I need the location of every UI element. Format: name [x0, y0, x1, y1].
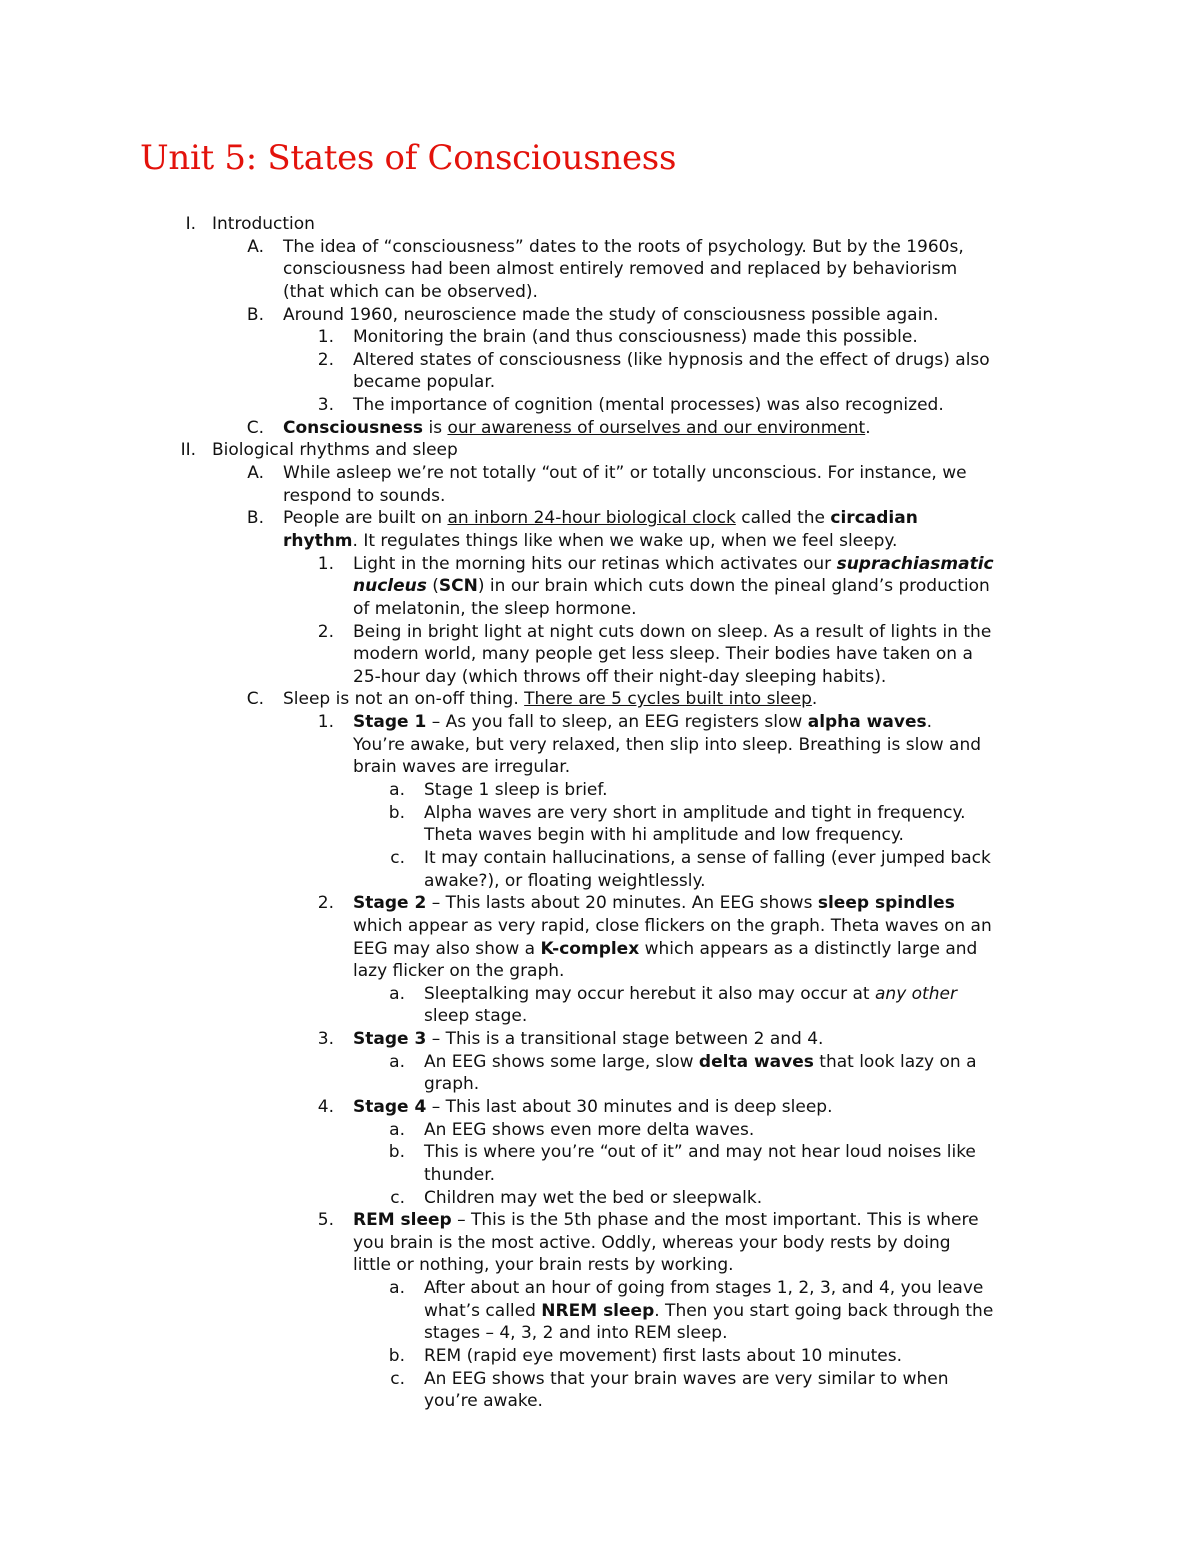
- text-run: is: [423, 417, 448, 438]
- outline-line: [0, 394, 1200, 417]
- text-run: Sleeptalking may occur herebut it also may occur at: [424, 983, 875, 1004]
- line-text: [353, 1028, 823, 1051]
- list-marker: 1.: [317, 327, 334, 348]
- page-title: Unit 5: States of Consciousness: [140, 138, 677, 178]
- text-run: Stage 1 sleep is brief.: [424, 780, 608, 801]
- list-marker: a.: [389, 780, 405, 801]
- list-marker: c.: [390, 1187, 405, 1208]
- line-text: [283, 507, 918, 530]
- text-run: .: [926, 712, 932, 733]
- line-text: [353, 734, 981, 757]
- line-text: [353, 915, 992, 938]
- text-run: – This lasts about 20 minutes. An EEG shows: [426, 893, 818, 914]
- list-marker: b.: [388, 1142, 405, 1163]
- underlined-phrase: our awareness of ourselves and our environment: [447, 417, 866, 438]
- line-text: [353, 666, 886, 689]
- line-text: [424, 1390, 543, 1413]
- text-run: brain waves are irregular.: [353, 757, 571, 778]
- list-marker: A.: [247, 236, 264, 257]
- outline-line: [0, 734, 1200, 757]
- text-run: called the: [735, 508, 831, 529]
- line-text: [283, 304, 939, 327]
- line-text: [283, 258, 957, 281]
- bold-term: sleep spindles: [817, 893, 955, 914]
- line-text: [424, 1141, 976, 1164]
- outline-line: [0, 417, 1200, 440]
- text-run: respond to sounds.: [283, 485, 446, 506]
- line-text: [283, 236, 964, 259]
- text-run: – This last about 30 minutes and is deep sleep.: [426, 1096, 833, 1117]
- line-text: [353, 756, 570, 779]
- line-text: [353, 575, 990, 598]
- list-marker: 5.: [317, 1210, 334, 1231]
- bold-term: rhythm: [283, 530, 353, 551]
- bold-italic-term: suprachiasmatic: [836, 553, 994, 574]
- outline-line: [0, 779, 1200, 802]
- line-text: [353, 1232, 951, 1255]
- outline-line: [0, 983, 1200, 1006]
- outline-line: [0, 1096, 1200, 1119]
- outline-body: [0, 213, 1200, 1413]
- text-run: of melatonin, the sleep hormone.: [353, 598, 637, 619]
- bold-term: alpha waves: [807, 712, 927, 733]
- text-run: An EEG shows that your brain waves are very similar to when: [424, 1368, 949, 1389]
- list-marker: A.: [247, 463, 264, 484]
- line-text: [283, 530, 897, 553]
- list-marker: a.: [389, 983, 405, 1004]
- text-run: EEG may also show a: [353, 938, 541, 959]
- list-marker: b.: [388, 802, 405, 823]
- outline-line: [0, 1028, 1200, 1051]
- line-text: [283, 688, 817, 711]
- line-text: [424, 1005, 527, 1028]
- text-run: An EEG shows even more delta waves.: [424, 1119, 755, 1140]
- text-run: awake?), or floating weightlessly.: [424, 870, 706, 891]
- outline-line: [0, 643, 1200, 666]
- text-run: which appear as very rapid, close flickers on the graph. Theta waves on an: [353, 915, 992, 936]
- line-text: [283, 417, 871, 440]
- outline-line: [0, 688, 1200, 711]
- outline-line: [0, 1300, 1200, 1323]
- line-text: [283, 281, 538, 304]
- text-run: (: [426, 576, 439, 597]
- text-run: Altered states of consciousness (like hypnosis and the effect of drugs) also: [353, 349, 990, 370]
- text-run: After about an hour of going from stages 1, 2, 3, and 4, you leave: [424, 1278, 984, 1299]
- list-marker: II.: [180, 440, 196, 461]
- text-run: It may contain hallucinations, a sense of falling (ever jumped back: [424, 847, 991, 868]
- text-run: modern world, many people get less sleep. Their bodies have taken on a: [353, 644, 973, 665]
- bold-term: NREM sleep: [541, 1300, 655, 1321]
- bold-italic-term: nucleus: [353, 576, 427, 597]
- text-run: .: [865, 417, 871, 438]
- line-text: [424, 779, 608, 802]
- outline-line: [0, 326, 1200, 349]
- text-run: little or nothing, your brain rests by working.: [353, 1255, 734, 1276]
- text-run: Around 1960, neuroscience made the study of consciousness possible again.: [283, 304, 939, 325]
- italic-phrase: any other: [875, 983, 957, 1004]
- outline-line: [0, 304, 1200, 327]
- outline-line: [0, 213, 1200, 236]
- line-text: [424, 1300, 993, 1323]
- list-marker: a.: [389, 1119, 405, 1140]
- line-text: [353, 598, 637, 621]
- outline-line: [0, 711, 1200, 734]
- text-run: Children may wet the bed or sleepwalk.: [424, 1187, 763, 1208]
- outline-line: [0, 530, 1200, 553]
- text-run: Introduction: [212, 214, 315, 234]
- line-text: [353, 1209, 979, 1232]
- outline-line: [0, 553, 1200, 576]
- text-run: .: [811, 689, 818, 710]
- line-text: [353, 643, 973, 666]
- text-run: stages – 4, 3, 2 and into REM sleep.: [424, 1323, 728, 1344]
- list-marker: a.: [389, 1051, 405, 1072]
- outline-line: [0, 915, 1200, 938]
- text-run: became popular.: [353, 372, 496, 393]
- outline-line: [0, 1005, 1200, 1028]
- list-marker: c.: [390, 1368, 405, 1389]
- line-text: [353, 326, 918, 349]
- list-marker: 1.: [317, 553, 334, 574]
- list-marker: 4.: [317, 1096, 334, 1117]
- outline-line: [0, 1051, 1200, 1074]
- outline-line: [0, 892, 1200, 915]
- outline-line: [0, 236, 1200, 259]
- outline-line: [0, 938, 1200, 961]
- line-text: [212, 439, 458, 462]
- list-marker: 1.: [317, 712, 334, 733]
- text-run: Monitoring the brain (and thus consciousness) made this possible.: [353, 327, 918, 348]
- outline-line: [0, 960, 1200, 983]
- outline-line: [0, 575, 1200, 598]
- outline-line: [0, 507, 1200, 530]
- text-run: you’re awake.: [424, 1391, 543, 1412]
- bold-term: circadian: [830, 508, 918, 529]
- text-run: Alpha waves are very short in amplitude and tight in frequency.: [424, 802, 966, 823]
- text-run: thunder.: [424, 1164, 496, 1185]
- bold-term: delta waves: [698, 1051, 814, 1072]
- line-text: [424, 1277, 983, 1300]
- line-text: [424, 1051, 977, 1074]
- outline-line: [0, 485, 1200, 508]
- text-run: consciousness had been almost entirely removed and replaced by behaviorism: [283, 259, 958, 280]
- text-run: 25-hour day (which throws off their night-day sleeping habits).: [353, 666, 887, 687]
- list-marker: 2.: [317, 621, 334, 642]
- line-text: [353, 960, 564, 983]
- underlined-phrase: an inborn 24-hour biological clock: [447, 508, 736, 529]
- line-text: [424, 1322, 728, 1345]
- outline-line: [0, 349, 1200, 372]
- text-run: graph.: [424, 1074, 480, 1095]
- line-text: [353, 394, 944, 417]
- text-run: – This is the 5th phase and the most important. This is where: [451, 1210, 979, 1231]
- line-text: [353, 1254, 734, 1277]
- text-run: you brain is the most active. Oddly, whereas your body rests by doing: [353, 1232, 951, 1253]
- text-run: lazy flicker on the graph.: [353, 961, 565, 982]
- line-text: [353, 1096, 833, 1119]
- line-text: [424, 1073, 479, 1096]
- list-marker: C.: [246, 689, 264, 710]
- outline-line: [0, 371, 1200, 394]
- bold-term: Consciousness: [283, 417, 424, 438]
- outline-line: [0, 1119, 1200, 1142]
- outline-line: [0, 621, 1200, 644]
- outline-line: [0, 1073, 1200, 1096]
- line-text: [424, 1187, 762, 1210]
- list-marker: I.: [185, 214, 196, 234]
- outline-line: [0, 1390, 1200, 1413]
- text-run: Sleep is not an on-off thing.: [283, 689, 525, 710]
- outline-line: [0, 1164, 1200, 1187]
- list-marker: 3.: [317, 395, 334, 416]
- line-text: [353, 711, 932, 734]
- bold-term: Stage 2: [353, 893, 427, 914]
- line-text: [212, 213, 315, 236]
- outline-line: [0, 1232, 1200, 1255]
- outline-line: [0, 439, 1200, 462]
- text-run: While asleep we’re not totally “out of it” or totally unconscious. For instance, we: [283, 463, 967, 484]
- line-text: [424, 1368, 948, 1391]
- list-marker: 2.: [317, 349, 334, 370]
- line-text: [353, 553, 994, 576]
- bold-term: Stage 3: [353, 1029, 427, 1050]
- text-run: Biological rhythms and sleep: [212, 440, 458, 461]
- outline-line: [0, 1277, 1200, 1300]
- text-run: An EEG shows some large, slow: [424, 1051, 699, 1072]
- line-text: [353, 938, 977, 961]
- line-text: [353, 892, 955, 915]
- text-run: ) in our brain which cuts down the pineal gland’s production: [477, 576, 990, 597]
- outline-line: [0, 1141, 1200, 1164]
- outline-line: [0, 1368, 1200, 1391]
- text-run: The idea of “consciousness” dates to the roots of psychology. But by the 1960s,: [283, 236, 964, 257]
- outline-line: [0, 1254, 1200, 1277]
- text-run: Light in the morning hits our retinas which activates our: [353, 553, 837, 574]
- outline-line: [0, 847, 1200, 870]
- line-text: [424, 824, 904, 847]
- line-text: [424, 847, 991, 870]
- list-marker: C.: [246, 417, 264, 438]
- text-run: that look lazy on a: [813, 1051, 977, 1072]
- list-marker: b.: [388, 1346, 405, 1367]
- list-marker: c.: [390, 847, 405, 868]
- text-run: – This is a transitional stage between 2 and 4.: [426, 1029, 824, 1050]
- text-run: People are built on: [283, 508, 448, 529]
- outline-line: [0, 824, 1200, 847]
- line-text: [424, 1164, 495, 1187]
- bold-term: K-complex: [540, 938, 640, 959]
- text-run: . Then you start going back through the: [654, 1300, 994, 1321]
- text-run: – As you fall to sleep, an EEG registers slow: [426, 712, 808, 733]
- outline-line: [0, 756, 1200, 779]
- line-text: [424, 1119, 754, 1142]
- outline-line: [0, 802, 1200, 825]
- bold-term: REM sleep: [353, 1210, 452, 1231]
- outline-line: [0, 258, 1200, 281]
- line-text: [424, 802, 966, 825]
- text-run: REM (rapid eye movement) first lasts about 10 minutes.: [424, 1346, 902, 1367]
- text-run: . It regulates things like when we wake up, when we feel sleepy.: [352, 530, 898, 551]
- outline-line: [0, 1322, 1200, 1345]
- line-text: [353, 621, 991, 644]
- line-text: [283, 485, 445, 508]
- list-marker: 2.: [317, 893, 334, 914]
- outline-line: [0, 666, 1200, 689]
- bold-term: Stage 1: [353, 712, 427, 733]
- list-marker: B.: [246, 508, 264, 529]
- outline-line: [0, 1345, 1200, 1368]
- outline-line: [0, 281, 1200, 304]
- text-run: (that which can be observed).: [283, 281, 538, 302]
- text-run: Being in bright light at night cuts down on sleep. As a result of lights in the: [353, 621, 992, 642]
- text-run: This is where you’re “out of it” and may not hear loud noises like: [424, 1142, 976, 1163]
- bold-term: SCN: [438, 576, 478, 597]
- list-marker: a.: [389, 1278, 405, 1299]
- text-run: sleep stage.: [424, 1006, 528, 1027]
- outline-line: [0, 598, 1200, 621]
- line-text: [424, 1345, 902, 1368]
- underlined-phrase: There are 5 cycles built into sleep: [524, 689, 812, 710]
- outline-line: [0, 1187, 1200, 1210]
- text-run: You’re awake, but very relaxed, then slip into sleep. Breathing is slow and: [353, 734, 982, 755]
- list-marker: B.: [246, 304, 264, 325]
- text-run: what’s called: [424, 1300, 542, 1321]
- outline-line: [0, 870, 1200, 893]
- line-text: [353, 371, 495, 394]
- outline-line: [0, 462, 1200, 485]
- line-text: [353, 349, 990, 372]
- line-text: [283, 462, 967, 485]
- text-run: Theta waves begin with hi amplitude and low frequency.: [424, 825, 904, 846]
- outline-line: [0, 1209, 1200, 1232]
- bold-term: Stage 4: [353, 1096, 427, 1117]
- list-marker: 3.: [317, 1029, 334, 1050]
- line-text: [424, 983, 957, 1006]
- text-run: The importance of cognition (mental processes) was also recognized.: [353, 395, 944, 416]
- text-run: which appears as a distinctly large and: [639, 938, 978, 959]
- line-text: [424, 870, 706, 893]
